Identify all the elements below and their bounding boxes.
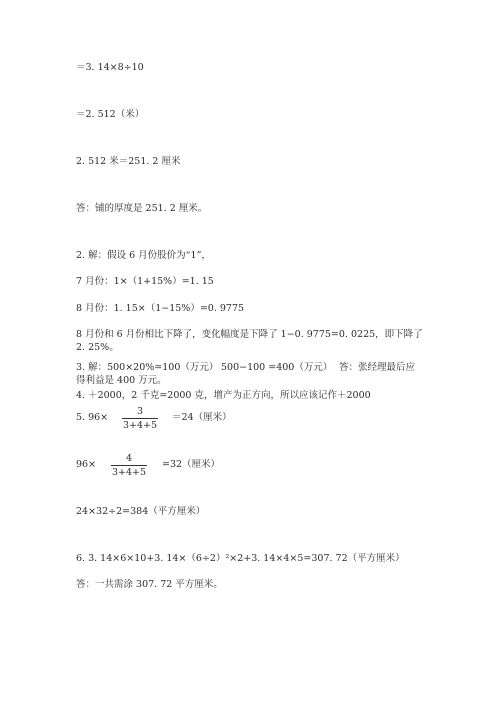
fraction-2 — [111, 453, 147, 478]
problem-3-answer-a: 答：张经理最后应 — [339, 362, 416, 373]
problem-6-line: 6. 3. 14×6×10+3. 14×（6÷2）²×2+3. 14×4×5=307. 72（平方厘米） — [76, 553, 405, 564]
fraction-1-denominator: 3+4+5 — [122, 420, 158, 431]
problem-5-result: ＝24（厘米） — [172, 412, 232, 423]
calc-line-1: ＝3. 14×8÷10 — [76, 62, 144, 73]
problem-4-line: 4. ＋2000，2 千克=2000 克，增产为正方向，所以应该记作＋2000 — [76, 390, 371, 401]
problem-3-answer-b: 得利益是 400 万元。 — [76, 375, 167, 386]
problem-2-heading: 2. 解：假设 6 月份股价为“1”， — [76, 250, 211, 261]
fraction-1-numerator: 3 — [136, 406, 144, 417]
august-price-line: 8 月份：1. 15×（1−15%）=0. 9775 — [76, 303, 245, 314]
comparison-line-cont: 2. 25%。 — [76, 342, 119, 353]
fraction-2-denominator: 3+4+5 — [111, 467, 147, 478]
problem-3-calc-b: 500−100 =400（万元） — [221, 362, 333, 373]
fraction-1-bar — [122, 418, 158, 419]
fraction-2-numerator: 4 — [125, 453, 133, 464]
fraction-2-bar — [111, 465, 147, 466]
fraction-1 — [122, 406, 158, 431]
problem-6-answer: 答：一共需涂 307. 72 平方厘米。 — [76, 579, 223, 590]
answer-line-1: 答：铺的厚度是 251. 2 厘米。 — [76, 203, 208, 214]
problem-5-lead: 5. 96× — [76, 412, 109, 423]
problem-5-second-result: =32（厘米） — [162, 459, 221, 470]
calc-line-3: 2. 512 米＝251. 2 厘米 — [76, 156, 181, 167]
problem-5-second-lead: 96× — [76, 459, 97, 470]
problem-3-calc-a: 3. 解：500×20%=100（万元） — [76, 362, 219, 373]
july-price-line: 7 月份：1×（1+15%）=1. 15 — [76, 276, 214, 287]
comparison-line: 8 月份和 6 月份相比下降了，变化幅度是下降了 1−0. 9775=0. 0225，即下降了 — [76, 329, 423, 340]
area-line: 24×32÷2=384（平方厘米） — [76, 506, 206, 517]
calc-line-2: ＝2. 512（米） — [76, 109, 145, 120]
